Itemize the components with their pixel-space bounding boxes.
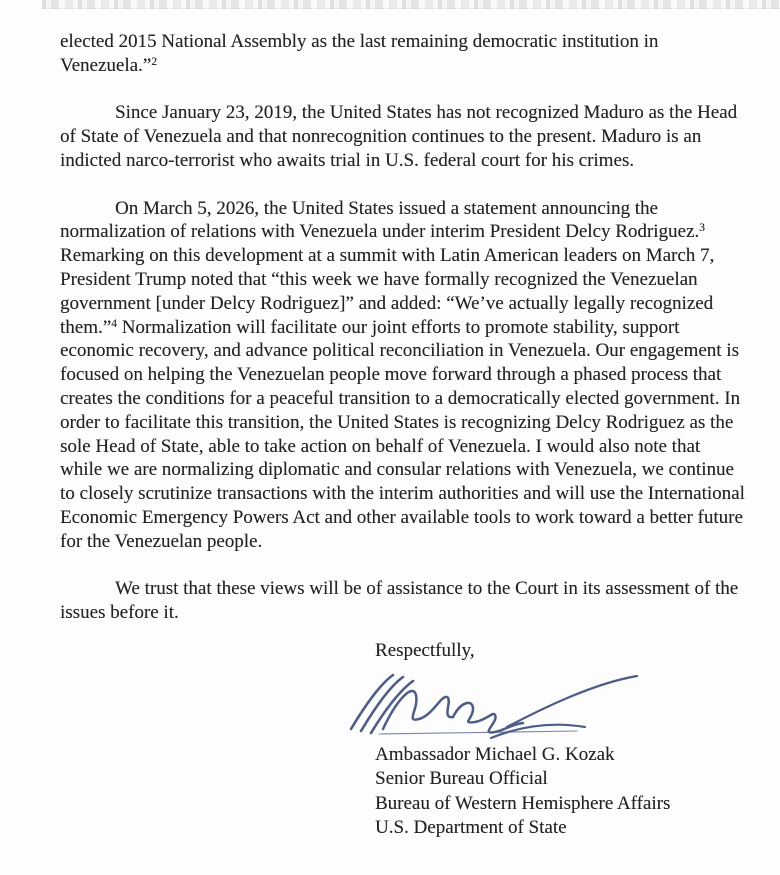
paragraph-text: We trust that these views will be of assistance to the Court in its assessment of the issues before it. (60, 578, 739, 624)
paragraph-conclusion (60, 577, 746, 625)
footnote-ref-3: 3 (699, 222, 705, 235)
paragraph-nonrecognition (60, 101, 746, 172)
letter-body (60, 30, 746, 841)
paragraph-text: Remarking on this development at a summit with Latin American leaders on March 7, President Trump noted that “this week we have formally recognized the Venezuelan government [under Delcy Rodriguez]” and added: “We’ve actually legally recognized them.” (60, 245, 715, 338)
paragraph-text: On March 5, 2026, the United States issued a statement announcing the normalization of relations with Venezuela under interim President Delcy Rodriguez. (60, 197, 700, 243)
scan-edge-artifact (42, 0, 780, 9)
signer-org: U.S. Department of State (375, 817, 567, 839)
signer-title: Senior Bureau Official (375, 768, 548, 790)
footnote-ref-4: 4 (111, 317, 117, 330)
footnote-ref-2: 2 (151, 55, 157, 68)
salutation: Respectfully, (375, 639, 475, 661)
paragraph-text: Since January 23, 2019, the United States has not recognized Maduro as the Head of State of Venezuela and that nonrecognition continues to the present. Maduro is an indicted narco-terrorist who awaits trial in U.S. federal court for his crimes. (60, 102, 738, 171)
paragraph-normalization (60, 197, 746, 554)
signature-image (341, 667, 653, 741)
paragraph-text: Normalization will facilitate our joint efforts to promote stability, support economic recovery, and advance political reconciliation in Venezuela. Our engagement is focused on helping the Venezuelan people move forward through a phased process that creates the conditions for a peaceful transition to a democratically elected government. In order to facilitate this transition, the United States is recognizing Delcy Rodriguez as the sole Head of State, able to take action on behalf of Venezuela. I would also note that while we are normalizing diplomatic and consular relations with Venezuela, we continue to closely scrutinize transactions with the interim authorities and will use the International Economic Emergency Powers Act and other available tools to work toward a better future for the Venezuelan people. (60, 316, 745, 552)
signer-bureau: Bureau of Western Hemisphere Affairs (375, 792, 671, 814)
paragraph-continuation (60, 30, 746, 78)
paragraph-text: elected 2015 National Assembly as the last remaining democratic institution in Venezuela.” (60, 31, 659, 76)
signer-block (375, 743, 746, 841)
signer-name: Ambassador Michael G. Kozak (375, 743, 615, 765)
closing-block (375, 639, 746, 841)
